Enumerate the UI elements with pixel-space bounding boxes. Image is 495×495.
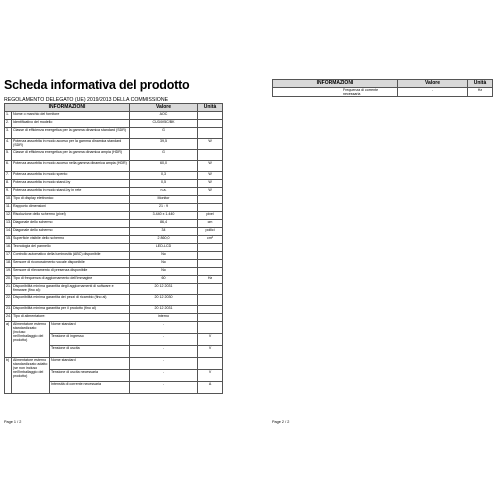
row-label: Sensore di rilevamento di presenza disponibile (12, 268, 130, 276)
row-number: 1. (5, 112, 12, 120)
sub-row-unit: V (198, 334, 223, 346)
page-title: Scheda informativa del prodotto (4, 78, 190, 92)
row-value: Monitor (130, 196, 198, 204)
row-value: 86,4 (130, 220, 198, 228)
row-label: Disponibilità minima garantita per il prodotto (fino al) (12, 306, 130, 314)
product-sheet-page-1 (0, 72, 226, 432)
table-row (5, 322, 223, 334)
row-label: Potenza assorbita in modo acceso nella gamma dinamica ampia (HDR) (12, 161, 130, 172)
page-footer: Page 2 / 2 (272, 420, 290, 424)
row-number: 11. (5, 204, 12, 212)
sub-row-label: Tensione di uscita (50, 346, 130, 358)
header-unit: Unità (198, 104, 223, 112)
table-row (5, 358, 223, 370)
row-value: 3.440 x 1.440 (130, 212, 198, 220)
row-label: Identificativo del modello (12, 120, 130, 128)
table-row (5, 172, 223, 180)
row-label: Superficie visibile dello schermo (12, 236, 130, 244)
table-row (5, 276, 223, 284)
header-info: INFORMAZIONI (273, 80, 398, 88)
row-value: 39,5 (130, 139, 198, 150)
table-header-row (5, 104, 223, 112)
row-label: Tipo di display elettronico (12, 196, 130, 204)
row-label: Alimentatore esterno standardizzato adatto (se non incluso nell'imballaggio del prodotto) (12, 358, 50, 394)
table-row (5, 220, 223, 228)
row-value: CU34V5C/BK (130, 120, 198, 128)
sub-row-unit (198, 322, 223, 334)
row-unit (198, 260, 223, 268)
row-value: AOC (130, 112, 198, 120)
row-unit (198, 252, 223, 260)
row-label: Controllo automatico della luminosità (ABC) disponibile (12, 252, 130, 260)
row-unit (198, 284, 223, 295)
regulation-subtitle: REGOLAMENTO DELEGATO (UE) 2019/2013 DELLA COMMISSIONE (4, 97, 169, 103)
row-label: Sensore di riconoscimento vocale disponibile (12, 260, 130, 268)
row-number: a) (5, 322, 12, 358)
row-label: Classe di efficienza energetica per la gamma dinamica standard (SDR) (12, 128, 130, 139)
row-value: 60,0 (130, 161, 198, 172)
row-unit (198, 150, 223, 161)
sub-row-value: - (130, 382, 198, 394)
table-header-row (273, 80, 493, 88)
row-number: 6. (5, 161, 12, 172)
row-value: - (398, 88, 468, 97)
row-number: 9. (5, 188, 12, 196)
row-number: 18. (5, 260, 12, 268)
row-label: Diagonale dello schermo (12, 220, 130, 228)
product-info-table (4, 103, 223, 394)
table-row (5, 314, 223, 322)
table-row (5, 112, 223, 120)
row-unit (198, 244, 223, 252)
row-label: Potenza assorbita in modo acceso per la gamma dinamica standard (SDR) (12, 139, 130, 150)
row-value: G (130, 128, 198, 139)
table-row (5, 139, 223, 150)
row-value: 21 : 9 (130, 204, 198, 212)
row-label: Nome o marchio del fornitore (12, 112, 130, 120)
row-value: LED-LCD (130, 244, 198, 252)
row-value: 34 (130, 228, 198, 236)
table-row (5, 128, 223, 139)
header-value: Valore (398, 80, 468, 88)
row-unit: pollici (198, 228, 223, 236)
sub-row-label: Tensione di uscita necessaria (50, 370, 130, 382)
row-unit (198, 120, 223, 128)
row-number: 7. (5, 172, 12, 180)
row-label: Rapporto dimensioni (12, 204, 130, 212)
sub-row-unit: V (198, 346, 223, 358)
row-number: 16. (5, 244, 12, 252)
table-row (5, 228, 223, 236)
row-value: 60 (130, 276, 198, 284)
sub-row-value: - (130, 370, 198, 382)
row-unit (198, 295, 223, 306)
row-unit (198, 112, 223, 120)
table-row (5, 295, 223, 306)
row-number: 14. (5, 228, 12, 236)
row-unit (198, 306, 223, 314)
row-unit: W (198, 172, 223, 180)
sub-row-value: - (130, 358, 198, 370)
table-row (5, 244, 223, 252)
row-number: 19. (5, 268, 12, 276)
row-number: 2. (5, 120, 12, 128)
table-row (5, 188, 223, 196)
row-value: G (130, 150, 198, 161)
row-number: 4. (5, 139, 12, 150)
row-unit: Hz (468, 88, 493, 97)
table-row (5, 260, 223, 268)
row-number: 24. (5, 314, 12, 322)
row-value: interno (130, 314, 198, 322)
row-unit (198, 196, 223, 204)
sub-row-label: Tensione di ingresso (50, 334, 130, 346)
sub-row-label: Intensità di corrente necessaria (50, 382, 130, 394)
table-row (5, 306, 223, 314)
row-number: 21. (5, 284, 12, 295)
sub-row-unit: A (198, 382, 223, 394)
row-unit: Hz (198, 276, 223, 284)
row-value: No (130, 260, 198, 268)
table-row (5, 252, 223, 260)
sub-row-value: - (130, 334, 198, 346)
row-unit (198, 314, 223, 322)
row-unit: W (198, 139, 223, 150)
row-unit: cm (198, 220, 223, 228)
sub-row-label: Nome standard (50, 358, 130, 370)
row-number: 17. (5, 252, 12, 260)
row-value: 0,3 (130, 172, 198, 180)
row-number: 13. (5, 220, 12, 228)
product-sheet-page-2 (261, 72, 495, 432)
row-label: Alimentatore esterno standardizzato (incluso nell'imballaggio del prodotto) (12, 322, 50, 358)
row-value: No (130, 268, 198, 276)
row-value: n.a. (130, 188, 198, 196)
row-value: 20 12 2031 (130, 284, 198, 295)
row-value: 0,5 (130, 180, 198, 188)
table-row (5, 180, 223, 188)
row-value: 2 860,0 (130, 236, 198, 244)
row-number: 3. (5, 128, 12, 139)
header-value: Valore (130, 104, 198, 112)
row-value: No (130, 252, 198, 260)
row-label: Risoluzione dello schermo (pixel) (12, 212, 130, 220)
row-label: Potenza assorbita in modo spento (12, 172, 130, 180)
row-label: Tipo di frequenza di aggiornamento dell'immagine (12, 276, 130, 284)
table-row (5, 212, 223, 220)
row-value: 20 12 2031 (130, 306, 198, 314)
row-number: 23. (5, 306, 12, 314)
row-number: 22. (5, 295, 12, 306)
table-row (5, 268, 223, 276)
sub-row-unit (198, 358, 223, 370)
row-unit: W (198, 180, 223, 188)
row-label: Tecnologia del pannello (12, 244, 130, 252)
table-row (5, 196, 223, 204)
row-number: 12. (5, 212, 12, 220)
table-row (5, 150, 223, 161)
row-label: Potenza assorbita in modo stand-by (12, 180, 130, 188)
row-unit: W (198, 161, 223, 172)
page-footer: Page 1 / 2 (4, 420, 22, 424)
row-unit (198, 268, 223, 276)
row-label: Classe di efficienza energetica per la gamma dinamica ampia (HDR) (12, 150, 130, 161)
product-info-table-continued (272, 79, 493, 97)
row-label: Disponibilità minima garantita degli aggiornamenti di software e firmware (fino al): (12, 284, 130, 295)
row-number: 10. (5, 196, 12, 204)
row-unit: W (198, 188, 223, 196)
header-unit: Unità (468, 80, 493, 88)
row-unit (198, 204, 223, 212)
row-number: 8. (5, 180, 12, 188)
sub-row-label: Nome standard (50, 322, 130, 334)
row-number: 5. (5, 150, 12, 161)
sub-row-value: - (130, 346, 198, 358)
header-info: INFORMAZIONI (5, 104, 130, 112)
row-label: Frequenza di corrente necessaria (273, 88, 398, 97)
table-row (5, 161, 223, 172)
row-unit: cm² (198, 236, 223, 244)
row-number: b) (5, 358, 12, 394)
row-number: 20. (5, 276, 12, 284)
row-value: 20 12 2030 (130, 295, 198, 306)
row-label: Disponibilità minima garantita dei pezzi di ricambio (fino al) (12, 295, 130, 306)
table-row (273, 88, 493, 97)
table-row (5, 120, 223, 128)
sub-row-value: - (130, 322, 198, 334)
row-label: Diagonale dello schermo (12, 228, 130, 236)
row-label: Potenza assorbita in modo stand-by in rete (12, 188, 130, 196)
row-unit (198, 128, 223, 139)
table-row (5, 236, 223, 244)
row-number: 15. (5, 236, 12, 244)
table-row (5, 284, 223, 295)
row-unit: pixel (198, 212, 223, 220)
table-row (5, 204, 223, 212)
row-label: Tipo di alimentatore: (12, 314, 130, 322)
sub-row-unit: V (198, 370, 223, 382)
